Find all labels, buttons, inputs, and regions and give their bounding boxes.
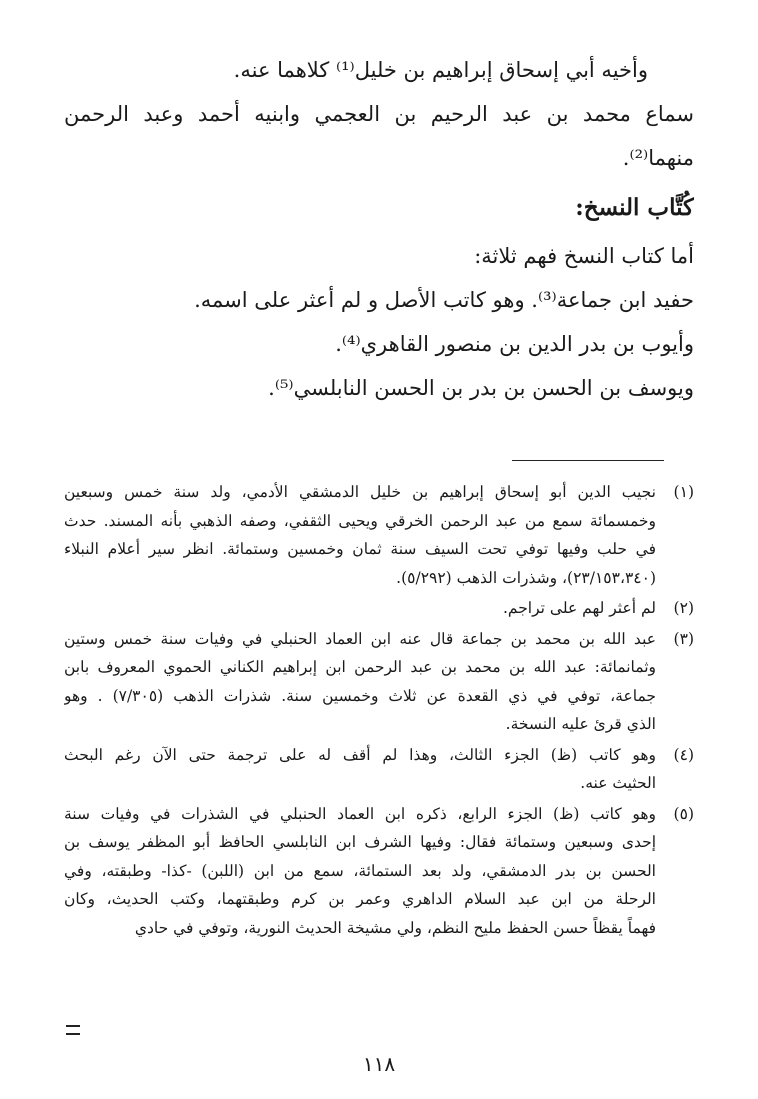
text-line: وأيوب بن بدر الدين بن منصور القاهري⁽⁴⁾. — [335, 332, 694, 356]
footnote-line: وخمسمائة سمع من عبد الرحمن الخرقي ويحيى الثقفي، وصفه الذهبي بأنه المسند. حدث — [64, 511, 656, 530]
footnote-number: (٢) — [673, 599, 694, 617]
footnote-line: وهو كاتب (ظ) الجزء الرابع، ذكره ابن العماد الحنبلي في الشذرات في وفيات سنة — [64, 804, 656, 823]
footnote-line: (٢٣/١٥٣،٣٤٠)، وشذرات الذهب (٥/٢٩٢). — [396, 568, 656, 587]
section-heading: كُتَّاب النسخ: — [575, 194, 694, 221]
footnote — [64, 478, 694, 592]
footnote-number: (٥) — [673, 804, 694, 823]
footnote — [64, 594, 694, 623]
text-line: ويوسف بن الحسن بن بدر بن الحسن النابلسي⁽⁵⁾. — [268, 376, 694, 400]
footnote-number: (٣) — [673, 629, 694, 648]
text-line: حفيد ابن جماعة⁽³⁾. وهو كاتب الأصل و لم أعثر على اسمه. — [194, 288, 694, 312]
footnote-line: جماعة، توفي في ذي القعدة عن ثلاث وخمسين سنة. شذرات الذهب (٧/٣٠٥) . وهو — [64, 686, 656, 705]
footnote-line: إحدى وسبعين وستمائة فقال: وفيها الشرف ابن النابلسي الحافظ أبو المظفر يوسف بن — [64, 833, 656, 851]
page-number: ١١٨ — [362, 1052, 396, 1076]
footnote — [64, 625, 694, 739]
continuation-mark — [66, 1025, 80, 1035]
footnote-line: فهماً يقظاً حسن الحفظ مليح النظم، ولي مشيخة الحديث النورية، وتوفي في حادي — [134, 918, 656, 937]
footnote-line: عبد الله بن محمد بن جماعة قال عنه ابن العماد الحنبلي في وفيات سنة خمس وستين — [64, 629, 656, 648]
text-line: سماع محمد بن عبد الرحيم بن العجمي وابنيه أحمد وعبد الرحمن — [64, 102, 694, 126]
footnote-line: الرحلة من ابن عبد السلام الداهري وعمر بن كرم وطبقتهما، وكتب الحديث، وكان — [64, 890, 656, 908]
footnote-line: في حلب وفيها توفي تحت السيف سنة ثمان وخمسين وستمائة. انظر سير أعلام النبلاء — [64, 540, 656, 558]
footnote-line: نجيب الدين أبو إسحاق إبراهيم بن خليل الدمشقي الأدمي، ولد سنة خمس وسبعين — [64, 483, 656, 501]
footnote-number: (١) — [673, 483, 694, 501]
footnote-line: لم أعثر لهم على تراجم. — [502, 599, 656, 617]
footnote-line: وثمانمائة: عبد الله بن محمد بن عبد الرحمن ابن إبراهيم الكناني الحموي المعروف بابن — [64, 658, 656, 676]
footnote-line: الحسن بن بدر الدمشقي، ولد بعد الستمائة، سمع من ابن (اللبن) -كذا- وطبقته، وفي — [64, 861, 656, 880]
text-line: منهما⁽²⁾. — [622, 146, 694, 170]
footnote-line: الذي قرئ عليه النسخة. — [505, 715, 656, 733]
text-line: أما كتاب النسخ فهم ثلاثة: — [474, 244, 694, 268]
footnote-line: الحثيث عنه. — [580, 774, 656, 792]
footnote-separator — [512, 460, 664, 461]
text-line: وأخيه أبي إسحاق إبراهيم بن خليل⁽¹⁾ كلاهما عنه. — [233, 58, 648, 82]
footnote — [64, 800, 694, 943]
footnotes — [64, 478, 694, 944]
main-text — [64, 48, 694, 410]
footnote — [64, 741, 694, 798]
footnote-number: (٤) — [673, 745, 694, 764]
footnote-line: وهو كاتب (ظ) الجزء الثالث، وهذا لم أقف له على ترجمة حتى الآن رغم البحث — [64, 745, 656, 764]
